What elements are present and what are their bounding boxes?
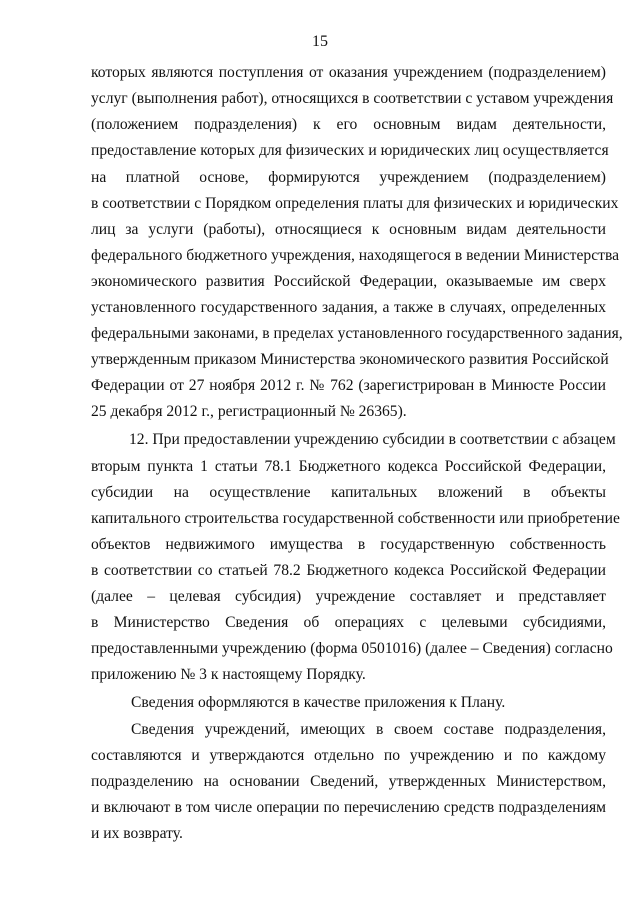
text-line: федерального бюджетного учреждения, находящегося в ведении Министерства [91, 247, 620, 264]
text-line: в соответствии со статьей 78.2 Бюджетного кодекса Российской Федерации [91, 562, 606, 579]
text-line: приложению № 3 к настоящему Порядку. [91, 666, 366, 683]
text-line: Федерации от 27 ноября 2012 г. № 762 (зарегистрирован в Минюсте России [91, 377, 606, 394]
text-line: (далее – целевая субсидия) учреждение составляет и представляет [91, 588, 606, 605]
text-line: Сведения оформляются в качестве приложения к Плану. [131, 694, 506, 711]
text-line: установленного государственного задания, а также в случаях, определенных [91, 299, 606, 316]
text-line: объектов недвижимого имущества в государственную собственность [91, 536, 606, 553]
text-line: лиц за услуги (работы), относящиеся к основным видам деятельности [91, 221, 606, 238]
text-line: и их возврату. [91, 825, 183, 842]
text-line: на платной основе, формируются учреждением (подразделением) [91, 169, 606, 186]
text-line: в соответствии с Порядком определения платы для физических и юридических [91, 195, 619, 212]
text-line: Сведения учреждений, имеющих в своем составе подразделения, [131, 721, 606, 738]
text-line: субсидии на осуществление капитальных вложений в объекты [91, 484, 606, 501]
text-line: утвержденным приказом Министерства экономического развития Российской [91, 351, 609, 368]
text-line: вторым пункта 1 статьи 78.1 Бюджетного кодекса Российской Федерации, [91, 458, 606, 475]
text-line: капитального строительства государственной собственности или приобретение [91, 510, 620, 527]
text-line: подразделению на основании Сведений, утвержденных Министерством, [91, 773, 606, 790]
text-line: (положением подразделения) к его основным видам деятельности, [91, 116, 606, 133]
text-line: экономического развития Российской Федерации, оказываемые им сверх [91, 273, 606, 290]
page-number: 15 [312, 33, 328, 50]
text-line: предоставленными учреждению (форма 0501016) (далее – Сведения) согласно [91, 640, 613, 657]
text-line: 25 декабря 2012 г., регистрационный № 26365). [91, 403, 407, 420]
text-line: и включают в том числе операции по перечислению средств подразделениям [91, 799, 606, 816]
text-line: 12. При предоставлении учреждению субсидии в соответствии с абзацем [129, 431, 616, 448]
text-line: услуг (выполнения работ), относящихся в соответствии с уставом учреждения [91, 90, 614, 107]
text-line: которых являются поступления от оказания учреждением (подразделением) [91, 64, 606, 81]
text-line: в Министерство Сведения об операциях с целевыми субсидиями, [91, 614, 606, 631]
text-line: предоставление которых для физических и юридических лиц осуществляется [91, 142, 609, 159]
text-line: составляются и утверждаются отдельно по учреждению и по каждому [91, 747, 606, 764]
text-line: федеральными законами, в пределах установленного государственного задания, [91, 325, 623, 342]
